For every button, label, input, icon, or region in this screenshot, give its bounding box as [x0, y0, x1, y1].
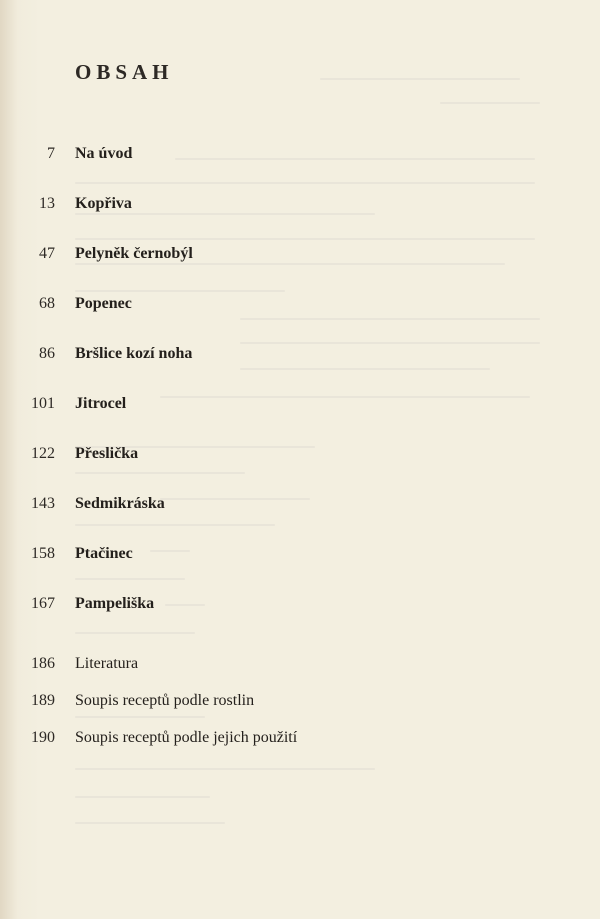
show-through-line — [75, 578, 185, 580]
toc-entry — [0, 688, 600, 714]
show-through-line — [75, 768, 375, 770]
toc-entry — [0, 541, 600, 567]
toc-page-number: 86 — [39, 345, 55, 362]
toc-page-number: 101 — [31, 395, 55, 412]
toc-section-title: Soupis receptů podle jejich použití — [75, 729, 298, 746]
toc-entry — [0, 391, 600, 417]
toc-page-number: 167 — [31, 595, 55, 612]
show-through-line — [320, 78, 520, 80]
toc-entry — [0, 341, 600, 367]
show-through-line — [75, 472, 245, 474]
show-through-line — [440, 102, 540, 104]
toc-entry — [0, 725, 600, 751]
toc-chapter-title: Ptačinec — [75, 545, 133, 562]
toc-page-number: 158 — [31, 545, 55, 562]
toc-entry — [0, 141, 600, 167]
toc-chapter-title: Bršlice kozí noha — [75, 345, 193, 362]
toc-entry — [0, 441, 600, 467]
toc-chapter-title: Pampeliška — [75, 595, 155, 612]
show-through-line — [240, 368, 490, 370]
toc-page-number: 68 — [39, 295, 55, 312]
show-through-line — [75, 182, 535, 184]
toc-entry — [0, 591, 600, 617]
toc-page-number: 186 — [31, 655, 55, 672]
contents-heading: OBSAH — [75, 60, 174, 84]
toc-chapter-title: Popenec — [75, 295, 132, 312]
show-through-line — [240, 318, 540, 320]
show-through-line — [75, 524, 275, 526]
toc-chapter-title: Kopřiva — [75, 195, 132, 212]
toc-chapter-title: Pelyněk černobýl — [75, 245, 193, 262]
toc-chapter-title: Přeslička — [75, 445, 139, 462]
toc-page-number: 47 — [39, 245, 55, 262]
toc-page-number: 189 — [31, 692, 55, 709]
toc-page-number: 143 — [31, 495, 55, 512]
show-through-line — [75, 822, 225, 824]
toc-entry — [0, 651, 600, 677]
toc-chapter-title: Sedmikráska — [75, 495, 165, 512]
show-through-line — [75, 632, 195, 634]
show-through-line — [75, 238, 535, 240]
toc-page-number: 7 — [47, 145, 55, 162]
toc-page-number: 190 — [31, 729, 55, 746]
toc-entry — [0, 491, 600, 517]
toc-entry — [0, 291, 600, 317]
toc-section-title: Soupis receptů podle rostlin — [75, 692, 255, 709]
toc-chapter-title: Na úvod — [75, 145, 133, 162]
toc-page-number: 122 — [31, 445, 55, 462]
toc-entry — [0, 241, 600, 267]
toc-page-number: 13 — [39, 195, 55, 212]
show-through-line — [75, 716, 205, 718]
toc-section-title: Literatura — [75, 655, 139, 672]
toc-entry — [0, 191, 600, 217]
toc-chapter-title: Jitrocel — [75, 395, 127, 412]
show-through-line — [75, 796, 210, 798]
